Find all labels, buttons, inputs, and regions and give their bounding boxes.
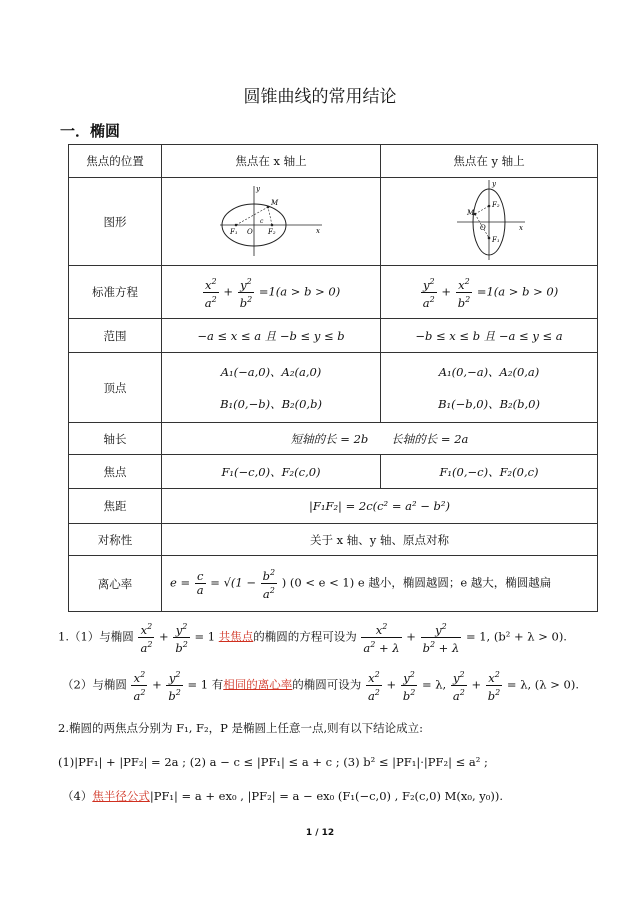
- symmetry-label: 对称性: [69, 524, 162, 556]
- symmetry-value: 关于 x 轴、y 轴、原点对称: [162, 524, 598, 556]
- focus-y: F₁(0,−c)、F₂(0,c): [381, 455, 598, 489]
- x-axis-label: x: [316, 227, 320, 235]
- note-2: （2）与椭圆 $\frac{x^2}{a^2}$ + $\frac{y^2}{b^2}$ = 1 有相同的离心率的椭圆可设为 $\frac{x^2}{a^2}$ + $\frac{y^2}{b^2}$ = λ, $\frac{y^2}{a^2}$ + $\frac{x^2}{b^2}$ = λ, (λ > 0).: [62, 670, 579, 703]
- page-title: 圆锥曲线的常用结论: [243, 87, 397, 107]
- header-y-axis: 焦点在 y 轴上: [381, 145, 598, 178]
- graph-label: 图形: [69, 178, 162, 266]
- note-1-prefix: 1.（1）与椭圆: [58, 629, 134, 644]
- y-axis-label: y: [256, 185, 260, 193]
- c-label: c: [260, 218, 264, 225]
- y-axis-label: y: [492, 180, 496, 188]
- ellipse-y-figure: [449, 178, 529, 262]
- table-header-row: [69, 145, 598, 178]
- ellipse-properties-table: [68, 144, 598, 612]
- axis-row: [69, 423, 598, 455]
- f2-label: F₂: [492, 201, 500, 209]
- header-position: 焦点的位置: [69, 145, 162, 178]
- f2-label: F₂: [268, 228, 276, 236]
- axis-label: 轴长: [69, 423, 162, 455]
- equation-y-tail: =1(a > b > 0): [476, 284, 559, 298]
- point-m-label: M: [467, 209, 475, 217]
- f1-label: F₁: [492, 236, 500, 244]
- vertex-y: [381, 353, 598, 423]
- note-1-mid: 的椭圆的方程可设为: [253, 629, 357, 644]
- focal-row: [69, 489, 598, 524]
- note-2-tail: = λ, (λ > 0).: [506, 677, 579, 692]
- equation-label: 标准方程: [69, 266, 162, 319]
- vertex-row: [69, 353, 598, 423]
- vertex-y-b: B₁(−b,0)、B₂(b,0): [438, 396, 540, 411]
- ecc-value: e = $\frac{c}{a}$ = √(1 − $\frac{b^2}{a^2}$ ) (0 < e < 1) e 越小，椭圆越圆；e 越大，椭圆越扁: [162, 556, 598, 612]
- ecc-row: [69, 556, 598, 612]
- origin-label: O: [480, 224, 486, 232]
- ecc-head: e =: [170, 575, 191, 590]
- focus-x: F₁(−c,0)、F₂(c,0): [162, 455, 381, 489]
- range-y: −b ≤ x ≤ b 且 −a ≤ y ≤ a: [381, 319, 598, 353]
- vertex-x: [162, 353, 381, 423]
- note-1-tail: = 1, (b² + λ > 0).: [465, 629, 567, 644]
- range-label: 范围: [69, 319, 162, 353]
- note-5: [62, 788, 503, 804]
- note-1-eq: = 1: [194, 629, 216, 644]
- vertex-y-a: A₁(0,−a)、A₂(0,a): [438, 364, 540, 379]
- axis-value: 短轴的长 = 2b 长轴的长 = 2a: [162, 423, 598, 455]
- origin-label: O: [247, 228, 253, 236]
- note-5-formula: |PF₁| = a + ex₀ , |PF₂| = a − ex₀ (F₁(−c,0) , F₂(c,0) M(x₀, y₀)).: [149, 789, 504, 803]
- section-heading: 一．椭圆: [60, 122, 121, 140]
- point-m-label: M: [271, 199, 279, 207]
- equation-row: [69, 266, 598, 319]
- symmetry-row: [69, 524, 598, 556]
- equation-x: $\frac{x^2}{a^2}$ + $\frac{y^2}{b^2}$ =1(a > b > 0): [162, 266, 381, 319]
- equation-y: $\frac{y^2}{a^2}$ + $\frac{x^2}{b^2}$ =1(a > b > 0): [381, 266, 598, 319]
- graph-y-cell: [381, 178, 598, 266]
- f1-label: F₁: [230, 228, 238, 236]
- note-5-prefix: （4）: [62, 789, 93, 803]
- note-2-mid: 的椭圆可设为: [292, 677, 362, 692]
- graph-x-cell: [162, 178, 381, 266]
- ecc-mid: = √(1 −: [210, 575, 256, 590]
- graph-row: [69, 178, 598, 266]
- ellipse-x-figure: [216, 180, 326, 260]
- note-1: 1.（1）与椭圆 $\frac{x^2}{a^2}$ + $\frac{y^2}{b^2}$ = 1 共焦点的椭圆的方程可设为 $\frac{x^2}{a^2 + \lambda}$ + $\frac{y^2}{b^2 + \lambda}$ = 1, (b² + λ > 0).: [58, 622, 567, 655]
- ecc-label: 离心率: [69, 556, 162, 612]
- focus-label: 焦点: [69, 455, 162, 489]
- note-2-highlight: 相同的离心率: [223, 677, 293, 692]
- note-1-highlight: 共焦点: [218, 629, 254, 644]
- note-2-eq: = 1 有: [187, 677, 224, 692]
- focal-label: 焦距: [69, 489, 162, 524]
- vertex-x-b: B₁(0,−b)、B₂(0,b): [220, 396, 322, 411]
- note-2-prefix: （2）与椭圆: [62, 677, 127, 692]
- equation-x-tail: =1(a > b > 0): [258, 284, 341, 298]
- note-4: (1)|PF₁| + |PF₂| = 2a ; (2) a − c ≤ |PF₁| ≤ a + c ; (3) b² ≤ |PF₁|·|PF₂| ≤ a² ;: [58, 755, 488, 769]
- focus-row: [69, 455, 598, 489]
- header-x-axis: 焦点在 x 轴上: [162, 145, 381, 178]
- vertex-label: 顶点: [69, 353, 162, 423]
- ecc-tail: ) (0 < e < 1) e 越小，椭圆越圆；e 越大，椭圆越扁: [281, 575, 552, 590]
- note-3: 2.椭圆的两焦点分别为 F₁, F₂，P 是椭圆上任意一点,则有以下结论成立:: [58, 721, 424, 735]
- vertex-x-a: A₁(−a,0)、A₂(a,0): [220, 364, 322, 379]
- page-number: 1 / 12: [305, 828, 335, 838]
- focal-value: |F₁F₂| = 2c(c² = a² − b²): [162, 489, 598, 524]
- note-2-eq2: = λ,: [421, 677, 447, 692]
- note-5-highlight: 焦半径公式: [92, 789, 150, 803]
- range-x: −a ≤ x ≤ a 且 −b ≤ y ≤ b: [162, 319, 381, 353]
- range-row: [69, 319, 598, 353]
- x-axis-label: x: [519, 224, 523, 232]
